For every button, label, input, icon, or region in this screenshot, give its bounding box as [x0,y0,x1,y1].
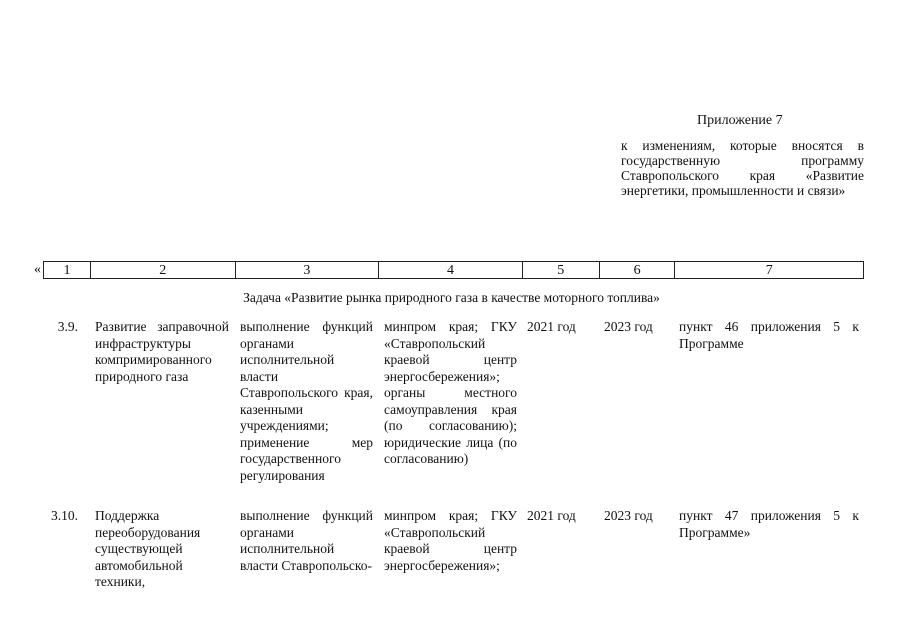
opening-quote: « [34,262,41,277]
row-executor: минпром края; ГКУ «Ставропольский краевой центр энергосбережения»; [384,508,517,573]
row-name: Развитие заправочной инфраструктуры компримированного природного газа [95,319,229,384]
row-number: 3.9. [57,319,78,334]
header-cell-4: 4 [378,262,522,278]
header-cell-7: 7 [674,262,863,278]
header-cell-1: 1 [63,263,71,278]
row-name: Поддержка переоборудования существующей автомобильной техники, [95,508,201,589]
appendix-subtitle: к изменениям, которые вносятся в государственную программу Ставропольского края «Развитие энергетики, промышленности и связи» [621,138,864,198]
header-cell-6: 6 [599,262,675,278]
row-start: 2021 год [527,319,576,334]
row-form: выполнение функций органами исполнительной власти Ставропольского края, казенными учреждениями; применение мер государственного регулирования [240,319,373,483]
row-end: 2023 год [604,319,653,334]
table-header-row [43,261,864,279]
header-cell-2: 2 [90,262,235,278]
header-cell-5: 5 [522,262,599,278]
row-form: выполнение функций органами исполнительной власти Ставропольско- [240,508,373,573]
row-end: 2023 год [604,508,653,523]
row-executor: минпром края; ГКУ «Ставропольский краевой центр энергосбережения»; органы местного самоуправления края (по согласованию); юридические лица (по согласованию) [384,319,517,466]
header-cell-3: 3 [235,262,379,278]
task-title: Задача «Развитие рынка природного газа в качестве моторного топлива» [243,290,660,305]
row-start: 2021 год [527,508,576,523]
row-indicator: пункт 47 приложения 5 к Программе» [679,508,859,540]
appendix-title: Приложение 7 [697,113,783,128]
row-number: 3.10. [51,508,78,523]
row-indicator: пункт 46 приложения 5 к Программе [679,319,859,351]
